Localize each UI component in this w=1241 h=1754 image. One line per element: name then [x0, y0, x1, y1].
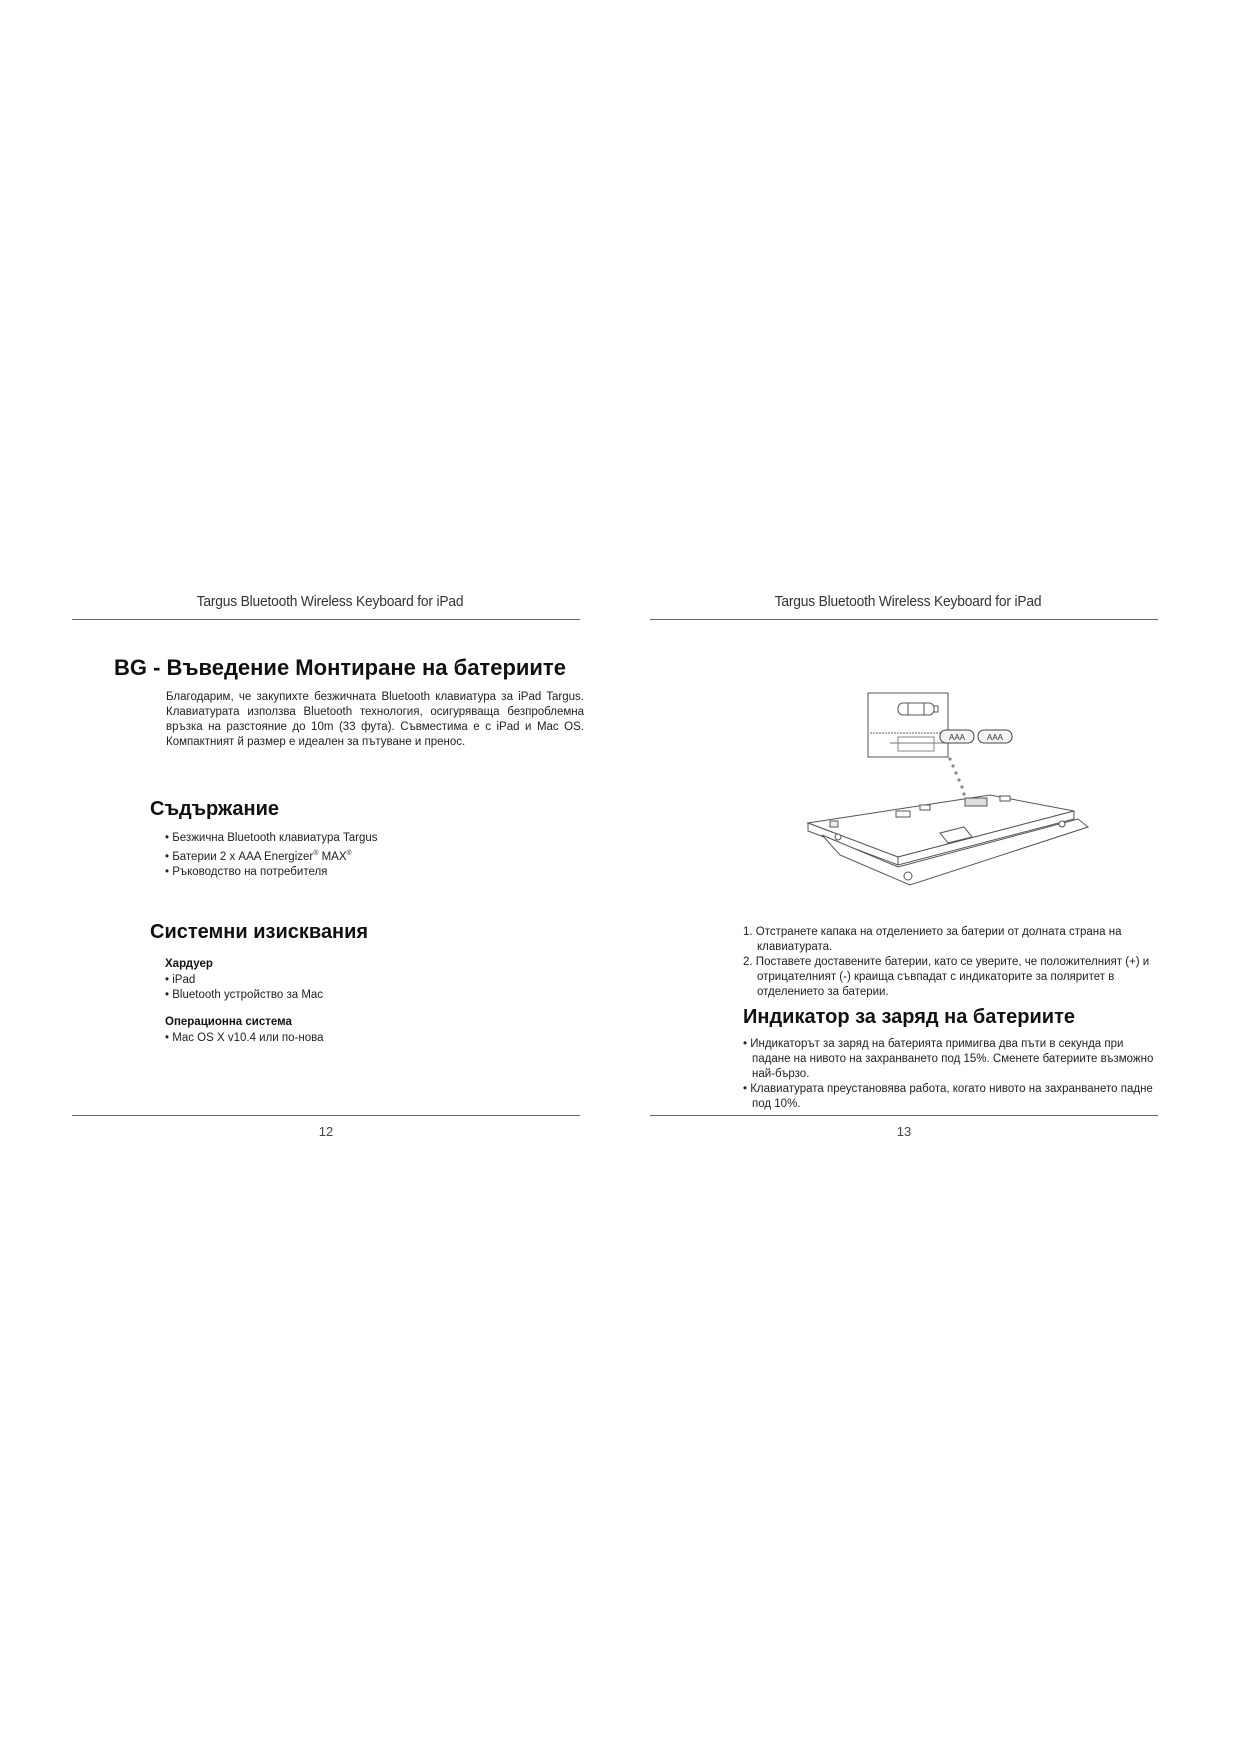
right-running-head: Targus Bluetooth Wireless Keyboard for iPad [774, 593, 1042, 610]
left-page-number: 12 [318, 1124, 334, 1139]
intro-paragraph: Благодарим, че закупихте безжичната Bluetooth клавиатура за iPad Targus. Клавиатурата използва Bluetooth технология, осигуряваща безпроблемна връзка на разстояние до 10m (33 фута). Съвместима е с iPad и Mac OS. Компактният й размер е идеален за пътуване и пренос. [166, 691, 584, 748]
battery-indicator-heading: Индикатор за заряд на батериите [743, 1006, 1076, 1028]
right-page-number: 13 [896, 1124, 912, 1139]
contents-heading: Съдържание [150, 798, 280, 820]
battery-label: AAA [986, 733, 1004, 742]
list-item: • Индикаторът за заряд на батерията примигва два пъти в секунда при падане на нивото на захранването под 15%. Сменете батериите възможно най-бързо. [743, 1037, 1158, 1082]
os-heading: Операционна система [165, 1016, 292, 1028]
list-item: • Безжична Bluetooth клавиатура Targus [165, 831, 545, 846]
left-footer-rule [72, 1115, 580, 1116]
left-page-title: BG - Въведение Монтиране на батериите [114, 655, 566, 680]
os-list [165, 1031, 465, 1046]
list-item: • Батерии 2 х AAA Energizer® MAX® [165, 846, 545, 865]
inset-battery-icon [898, 703, 938, 715]
right-header-rule [650, 619, 1158, 620]
left-running-head: Targus Bluetooth Wireless Keyboard for iPad [196, 593, 464, 610]
right-footer-rule [650, 1115, 1158, 1116]
battery-indicator-list [743, 1037, 1158, 1112]
list-item: • Mac OS X v10.4 или по-нова [165, 1031, 465, 1046]
hardware-heading: Хардуер [165, 958, 213, 970]
system-requirements-heading: Системни изисквания [150, 921, 369, 943]
left-header-rule [72, 619, 580, 620]
battery-label: AAA [948, 733, 966, 742]
hardware-list [165, 973, 465, 1003]
battery-icon [978, 730, 1012, 743]
list-item: 2. Поставете доставените батерии, като се уверите, че положителният (+) и отрицателният (-) краища съвпадат с индикаторите за поляритет в отделението за батерии. [743, 956, 1150, 998]
keyboard-outline [808, 795, 1088, 885]
keyboard-battery-illustration [800, 685, 1090, 905]
installation-steps [743, 925, 1163, 1000]
list-item: 1. Отстранете капака на отделението за батерии от долната страна на клавиатурата. [743, 926, 1122, 953]
battery-icon [940, 730, 974, 743]
list-item: • iPad [165, 973, 465, 988]
battery-installation-figure [800, 685, 1090, 905]
list-item: • Ръководство на потребителя [165, 865, 545, 880]
contents-list [165, 831, 545, 880]
list-item: • Bluetooth устройство за Mac [165, 988, 465, 1003]
dotted-connector [948, 757, 965, 795]
list-item: • Клавиатурата преустановява работа, когато нивото на захранването падне под 10%. [743, 1082, 1158, 1112]
